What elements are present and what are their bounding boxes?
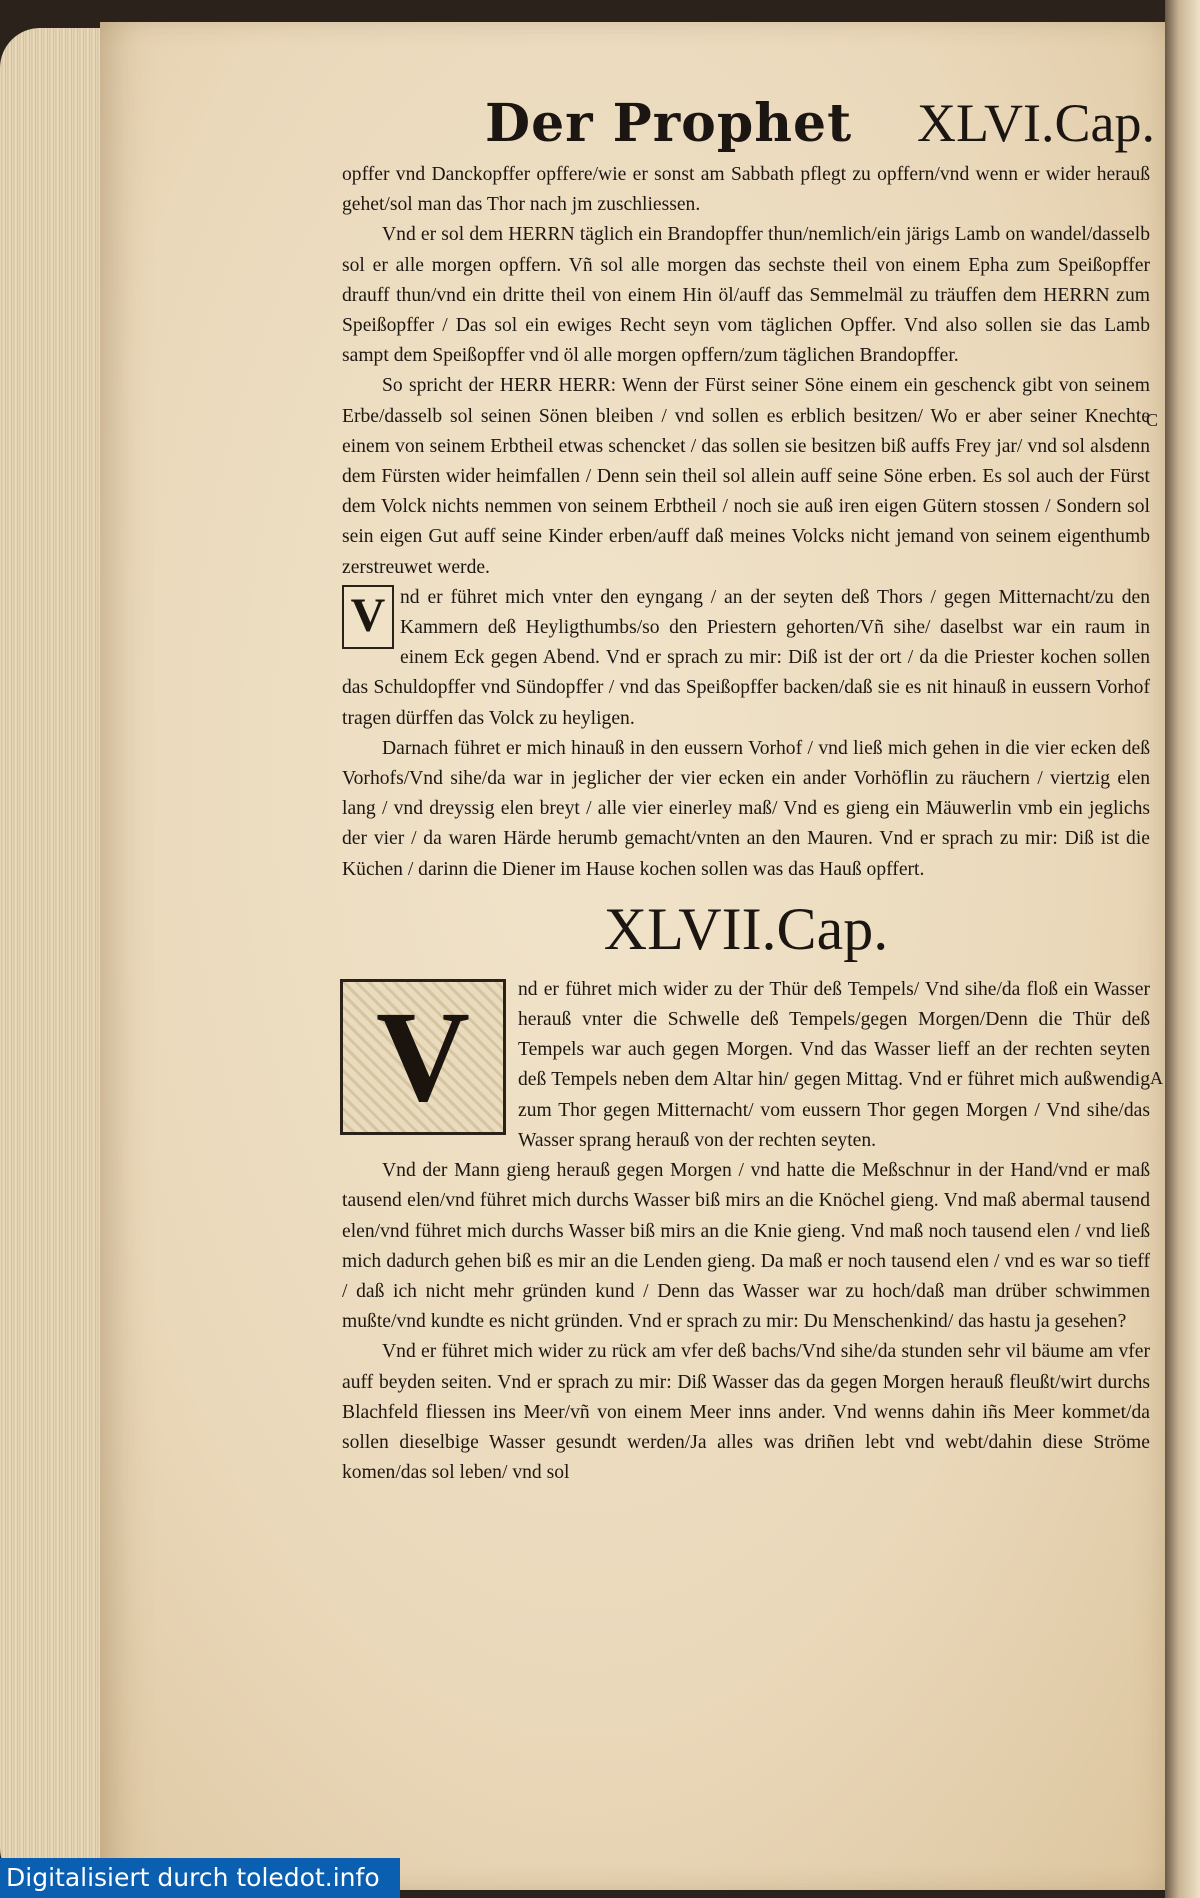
margin-letter-a: A [1150, 1068, 1163, 1088]
paragraph: Vnd der Mann gieng herauß gegen Morgen / vnd hatte die Meßschnur in der Hand/vnd er maß tausend elen/vnd führet mich durchs Wasser biß mirs an die Knöchel gieng. Vnd maß abermal tausend elen/vnd führet mich durchs Wasser biß mirs an die Knie gieng. Vnd maß noch tausend elen / vnd ließ mich dadurch gehen biß es mir an die Lenden gieng. Da maß er noch tausend elen / vnd es war so tieff / daß ich nicht mehr gründen kund / Denn das Wasser war zu hoch/daß man drüber schwimmen mußte/vnd kundte es nicht gründen. Vnd er sprach zu mir: Du Menschenkind/ das hastu ja gesehen? [342, 1160, 1150, 1333]
facing-page-edge [1165, 0, 1200, 1898]
paragraph-with-initial [342, 975, 1150, 1156]
running-head [485, 92, 1155, 162]
paragraph: Vnd er sol dem HERRN täglich ein Brandopffer thun/nemlich/ein järigs Lamb on wandel/dasselb sol er alle morgen opffern. Vñ sol alle morgen das sechste theil von einem Epha zum Speißopffer drauff thun/vnd ein dritte theil von einem Hin öl/auff das Semmelmäl zu träuffen dem HERRN zum Speißopffer / Das sol ein ewiges Recht seyn vom täglichen Opffer. Vnd also sollen sie das Lamb sampt dem Speißopffer vnd öl alle morgen opffern/zum täglichen Brandopffer. [342, 224, 1150, 367]
page-edges [0, 28, 110, 1888]
running-head-title: Der Prophet [485, 93, 853, 154]
paragraph: Vnd er führet mich wider zu rück am vfer deß bachs/Vnd sihe/da stunden sehr vil bäume am vfer auff beyden seiten. Vnd er sprach zu mir: Diß Wasser das da gegen Morgen herauß fleußt/wirt durchs Blachfeld fliessen ins Meer/vñ von einem Meer inns ander. Vnd wenns dahin iñs Meer kommet/da sollen dieselbige Wasser gesundt werden/Ja alles was driñen lebt vnd webt/dahin diese Ströme komen/das sol leben/ vnd sol [342, 1341, 1150, 1484]
running-head-chapter: XLVI.Cap. [917, 93, 1155, 153]
paragraph-text: nd er führet mich vnter den eyngang / an der seyten deß Thors / gegen Mitternacht/zu den Kammern deß Heyligthumbs/so den Priestern gehorten/Vñ sihe/ daselbst war ein raum in einem Eck gegen Abend. Vnd er sprach zu mir: Diß ist der ort / da die Priester kochen sollen das Schuldopffer vnd Sündopffer / vnd das Speißopffer backen/daß sie es nit hinauß in eussern Vorhof tragen dürffen das Volck zu heyligen. [342, 586, 1150, 729]
margin-letter-c: C [1146, 410, 1159, 430]
paragraph: opffer vnd Danckopffer opffere/wie er sonst am Sabbath pflegt zu opffern/vnd wenn er wider herauß gehet/sol man das Thor nach jm zuschliessen. [342, 164, 1150, 216]
text-block [342, 160, 1150, 1488]
drop-cap-letter: V [376, 984, 470, 1129]
paragraph-text: nd er führet mich wider zu der Thür deß Tempels/ Vnd sihe/da floß ein Wasser herauß vnter die Schwelle deß Tempels/gegen Morgen/Denn die Thür deß Tempels war auch gegen Morgen. Vnd das Wasser lieff an der rechten seyten deß Tempels neben dem Altar hin/ gegen Mittag. Vnd er führet mich außwendig zum Thor gegen Mitternacht/ vom eussern Thor gegen Morgen / Vnd sihe/das Wasser sprang herauß von der rechten seyten. [518, 978, 1150, 1151]
paragraph-with-initial [342, 583, 1150, 734]
drop-cap-small: V [342, 585, 394, 649]
paragraph: Darnach führet er mich hinauß in den eussern Vorhof / vnd ließ mich gehen in die vier ecken deß Vorhofs/Vnd sihe/da war in jeglicher der vier ecken ein ander Vorhöflin zu räuchern / viertzig elen lang / vnd dreyssig elen breyt / alle vier einerley maß/ Vnd es gieng ein Mäuwerlin vmb ein jeglichs der vier / da waren Härde herumb gemacht/vnten an den Mauren. Vnd er sprach zu mir: Diß ist die Küchen / darinn die Diener im Hause kochen sollen was das Hauß opffert. [342, 737, 1150, 880]
digitization-banner: Digitalisiert durch toledot.info [0, 1858, 400, 1898]
ornamental-drop-cap [340, 979, 506, 1135]
chapter-heading: XLVII.Cap. [603, 895, 889, 962]
paragraph: So spricht der HERR HERR: Wenn der Fürst seiner Söne einem ein geschenck gibt von seinem Erbe/dasselb sol seinen Sönen bleiben / vnd sollen es erblich besitzen/ Wo er aber seiner Knechte einem von seinem Erbtheil etwas schencket / das sollen sie besitzen biß auffs Frey jar/ vnd sol alsdenn dem Fürsten wider heimfallen / Denn sein theil sol allein auff seine Söne erben. Es sol auch der Fürst dem Volck nichts nemmen von seinem Erbtheil / noch sie auß iren eigen Gütern stossen / Sondern sol sein eigen Gut auff seine Kinder erben/auff daß meines Volcks nicht jemand von seinem eigenthumb zerstreuwet werde. [342, 375, 1150, 578]
